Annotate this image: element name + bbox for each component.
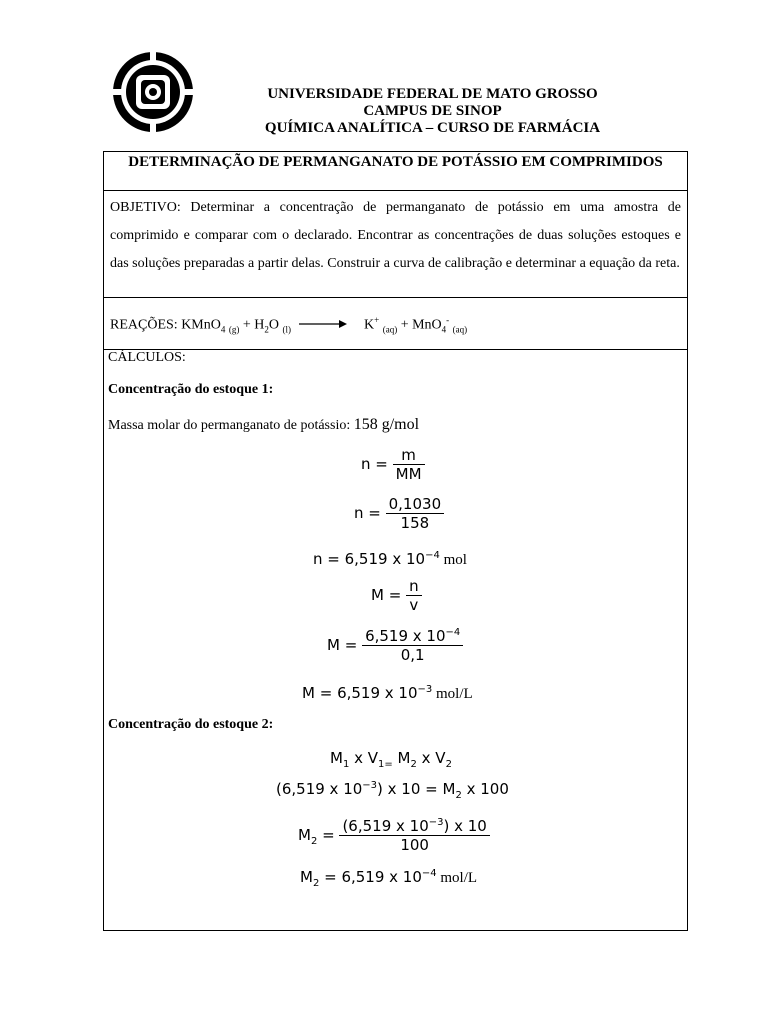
state-aqueous: (aq) (452, 324, 468, 335)
state-aqueous: (aq) (382, 324, 398, 335)
molar-mass-label: Massa molar do permanganato de potássio: (108, 418, 354, 433)
subscript: 2 (445, 759, 452, 770)
value: x 100 (461, 780, 509, 798)
university-logo (110, 49, 196, 135)
sup: - (446, 315, 450, 325)
unit: mol/L (436, 870, 478, 886)
fraction (393, 446, 425, 483)
numerator: m (401, 446, 416, 464)
sub: 4 (441, 324, 447, 335)
stock1-heading: Concentração do estoque 1: (108, 382, 274, 397)
eq-m2-result (300, 868, 477, 889)
sym: = (314, 684, 338, 702)
exponent: −4 (445, 627, 461, 638)
subscript: 2 (310, 836, 318, 847)
sub: 2 (264, 324, 269, 335)
state-liquid: (l) (282, 324, 291, 335)
sym: = (319, 868, 342, 886)
sym: x (416, 749, 436, 767)
reactions-label: REAÇÕES: (110, 317, 182, 333)
value: 6,519 x 10 (337, 684, 418, 702)
value: ) x 10 (443, 817, 487, 835)
fraction (339, 817, 489, 854)
unit: mol (439, 552, 467, 568)
sym: V (435, 749, 446, 767)
exponent: −4 (421, 868, 437, 879)
eq-m-substitution (327, 627, 463, 664)
value: 6,519 x 10 (341, 868, 422, 886)
fraction (406, 577, 422, 614)
reaction-equation (110, 315, 467, 334)
subscript: 2 (455, 790, 462, 801)
value: (6,519 x 10 (276, 780, 363, 798)
reactions-box (103, 297, 688, 350)
sym: M (397, 749, 411, 767)
sym: n (354, 504, 364, 522)
stock2-heading: Concentração do estoque 2: (108, 717, 274, 732)
header-university: UNIVERSIDADE FEDERAL DE MATO GROSSO (267, 86, 598, 102)
eq-m-definition (371, 577, 422, 614)
sym: = (317, 826, 340, 844)
eq-dilution-formula (330, 749, 452, 770)
subscript: 1= (378, 759, 393, 770)
subscript: 2 (410, 759, 417, 770)
sym: M (327, 636, 340, 654)
product-k: K (364, 317, 375, 333)
calc-heading: CÁLCULOS: (108, 350, 186, 365)
reactant-kmno4: KMnO (181, 317, 221, 333)
eq-n-definition (361, 446, 425, 483)
sub: 4 (220, 324, 226, 335)
sym: n (313, 550, 323, 568)
unit: mol/L (432, 686, 473, 702)
state-gas: (g) (228, 324, 240, 335)
value: ) x 10 = M (377, 780, 456, 798)
eq-n-substitution (354, 495, 444, 532)
sym: = (363, 504, 386, 522)
product-mno4: + MnO (397, 317, 442, 333)
sym: = (383, 586, 407, 604)
header-campus: CAMPUS DE SINOP (363, 103, 502, 119)
document-title: DETERMINAÇÃO DE PERMANGANATO DE POTÁSSIO EM COMPRIMIDOS (128, 154, 663, 170)
header-course: QUÍMICA ANALÍTICA – CURSO DE FARMÁCIA (264, 120, 601, 136)
sym: M (302, 684, 315, 702)
title-box (103, 151, 688, 191)
numerator (362, 627, 463, 645)
sym: = (370, 455, 393, 473)
exponent: −4 (425, 550, 440, 561)
oxygen: O (268, 317, 279, 333)
molar-mass-value: 158 g/mol (353, 416, 420, 433)
numerator: 0,1030 (388, 495, 442, 513)
sym: M (300, 868, 313, 886)
sym: = (322, 550, 345, 568)
reaction-arrow-icon (299, 319, 347, 329)
molar-mass-line (108, 416, 419, 434)
reactant-water: + H (239, 317, 265, 333)
fraction (362, 627, 463, 664)
denominator: 100 (339, 835, 489, 854)
numerator: n (409, 577, 419, 595)
exponent: −3 (362, 780, 378, 791)
fraction (386, 495, 445, 532)
numerator (339, 817, 489, 835)
exponent: −3 (417, 684, 433, 695)
sym: M (371, 586, 384, 604)
denominator: 0,1 (362, 645, 463, 664)
denominator: MM (393, 464, 425, 483)
subscript: 2 (312, 878, 320, 889)
value: 6,519 x 10 (344, 550, 426, 568)
sym: = (339, 636, 363, 654)
value: 6,519 x 10 (365, 627, 446, 645)
sym: n (361, 455, 371, 473)
eq-n-result (313, 550, 467, 569)
objective-box (103, 190, 688, 298)
exponent: −3 (428, 817, 444, 828)
sup: + (374, 315, 380, 325)
eq-m-result (302, 684, 473, 703)
calculations-box (103, 349, 688, 931)
sym: V (367, 749, 379, 767)
eq-m2-fraction (298, 817, 490, 854)
subscript: 1 (342, 759, 350, 770)
sym: x (349, 749, 368, 767)
sym: M (330, 749, 343, 767)
denominator: 158 (386, 513, 445, 532)
institution-header (250, 86, 615, 137)
objective-text: OBJETIVO: Determinar a concentração de permanganato de potássio em uma amostra de comprimido e comparar com o declarado. Encontrar as concentrações de duas soluções estoques e das soluções preparadas a partir delas. Construir a curva de calibração e determinar a equação da reta. (110, 200, 681, 271)
value: (6,519 x 10 (342, 817, 429, 835)
eq-dilution-substitution (276, 780, 509, 801)
sym: M (298, 826, 311, 844)
denominator: v (406, 595, 422, 614)
